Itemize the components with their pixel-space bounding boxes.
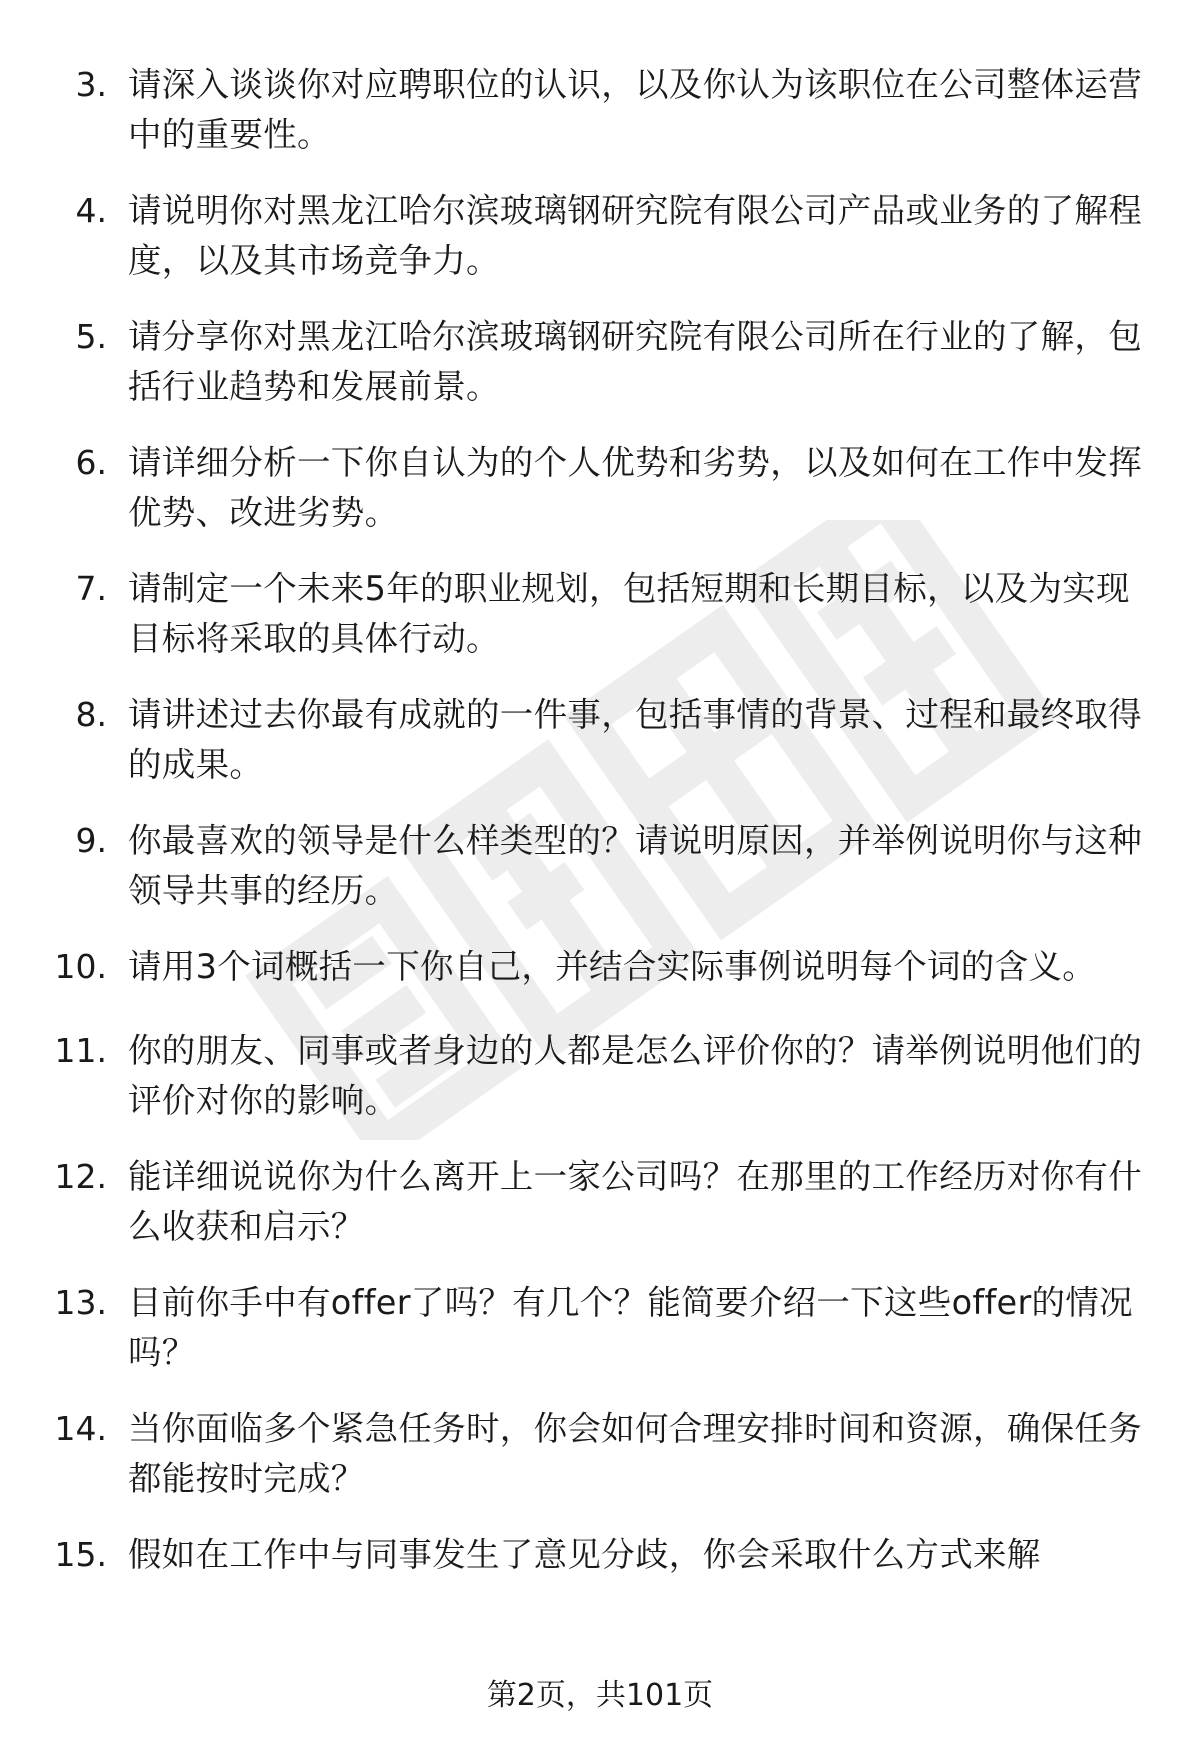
- question-item: [0, 1530, 1200, 1580]
- question-number: 9.: [75, 821, 107, 860]
- question-number: 11.: [54, 1031, 107, 1070]
- question-item: [0, 1026, 1200, 1126]
- question-text: 假如在工作中与同事发生了意见分歧，你会采取什么方式来解: [128, 1535, 1041, 1574]
- question-number: 14.: [54, 1409, 107, 1448]
- question-item: [0, 816, 1200, 916]
- question-text: 你的朋友、同事或者身边的人都是怎么评价你的？请举例说明他们的评价对你的影响。: [128, 1031, 1142, 1120]
- question-text: 当你面临多个紧急任务时，你会如何合理安排时间和资源，确保任务都能按时完成？: [128, 1409, 1142, 1498]
- question-text: 请说明你对黑龙江哈尔滨玻璃钢研究院有限公司产品或业务的了解程度，以及其市场竞争力。: [128, 191, 1142, 280]
- page-footer: 第2页，共101页: [486, 1678, 714, 1713]
- question-item: [0, 186, 1200, 286]
- question-number: 12.: [54, 1157, 107, 1196]
- question-number: 15.: [54, 1535, 107, 1574]
- question-text: 能详细说说你为什么离开上一家公司吗？在那里的工作经历对你有什么收获和启示？: [128, 1157, 1142, 1246]
- question-item: [0, 312, 1200, 412]
- question-number: 8.: [75, 695, 107, 734]
- question-number: 4.: [75, 191, 107, 230]
- question-text: 请详细分析一下你自认为的个人优势和劣势，以及如何在工作中发挥优势、改进劣势。: [128, 443, 1142, 532]
- question-number: 3.: [75, 65, 107, 104]
- question-number: 10.: [54, 947, 107, 986]
- question-item: [0, 438, 1200, 538]
- question-text: 请讲述过去你最有成就的一件事，包括事情的背景、过程和最终取得的成果。: [128, 695, 1142, 784]
- question-item: [0, 1404, 1200, 1504]
- question-text: 你最喜欢的领导是什么样类型的？请说明原因，并举例说明你与这种领导共事的经历。: [128, 821, 1142, 910]
- question-text: 请制定一个未来5年的职业规划，包括短期和长期目标，以及为实现目标将采取的具体行动。: [128, 569, 1130, 658]
- question-text: 请分享你对黑龙江哈尔滨玻璃钢研究院有限公司所在行业的了解，包括行业趋势和发展前景。: [128, 317, 1142, 406]
- question-number: 7.: [75, 569, 107, 608]
- question-number: 13.: [54, 1283, 107, 1322]
- question-item: [0, 1152, 1200, 1252]
- question-item: [0, 564, 1200, 664]
- question-number: 6.: [75, 443, 107, 482]
- question-item: [0, 690, 1200, 790]
- question-number: 5.: [75, 317, 107, 356]
- question-list: [0, 60, 1200, 1614]
- question-item: [0, 60, 1200, 160]
- question-item: [0, 1278, 1200, 1378]
- question-text: 目前你手中有offer了吗？有几个？能简要介绍一下这些offer的情况吗？: [128, 1283, 1133, 1372]
- question-text: 请深入谈谈你对应聘职位的认识，以及你认为该职位在公司整体运营中的重要性。: [128, 65, 1142, 154]
- question-text: 请用3个词概括一下你自己，并结合实际事例说明每个词的含义。: [128, 947, 1097, 986]
- question-item: [0, 942, 1200, 992]
